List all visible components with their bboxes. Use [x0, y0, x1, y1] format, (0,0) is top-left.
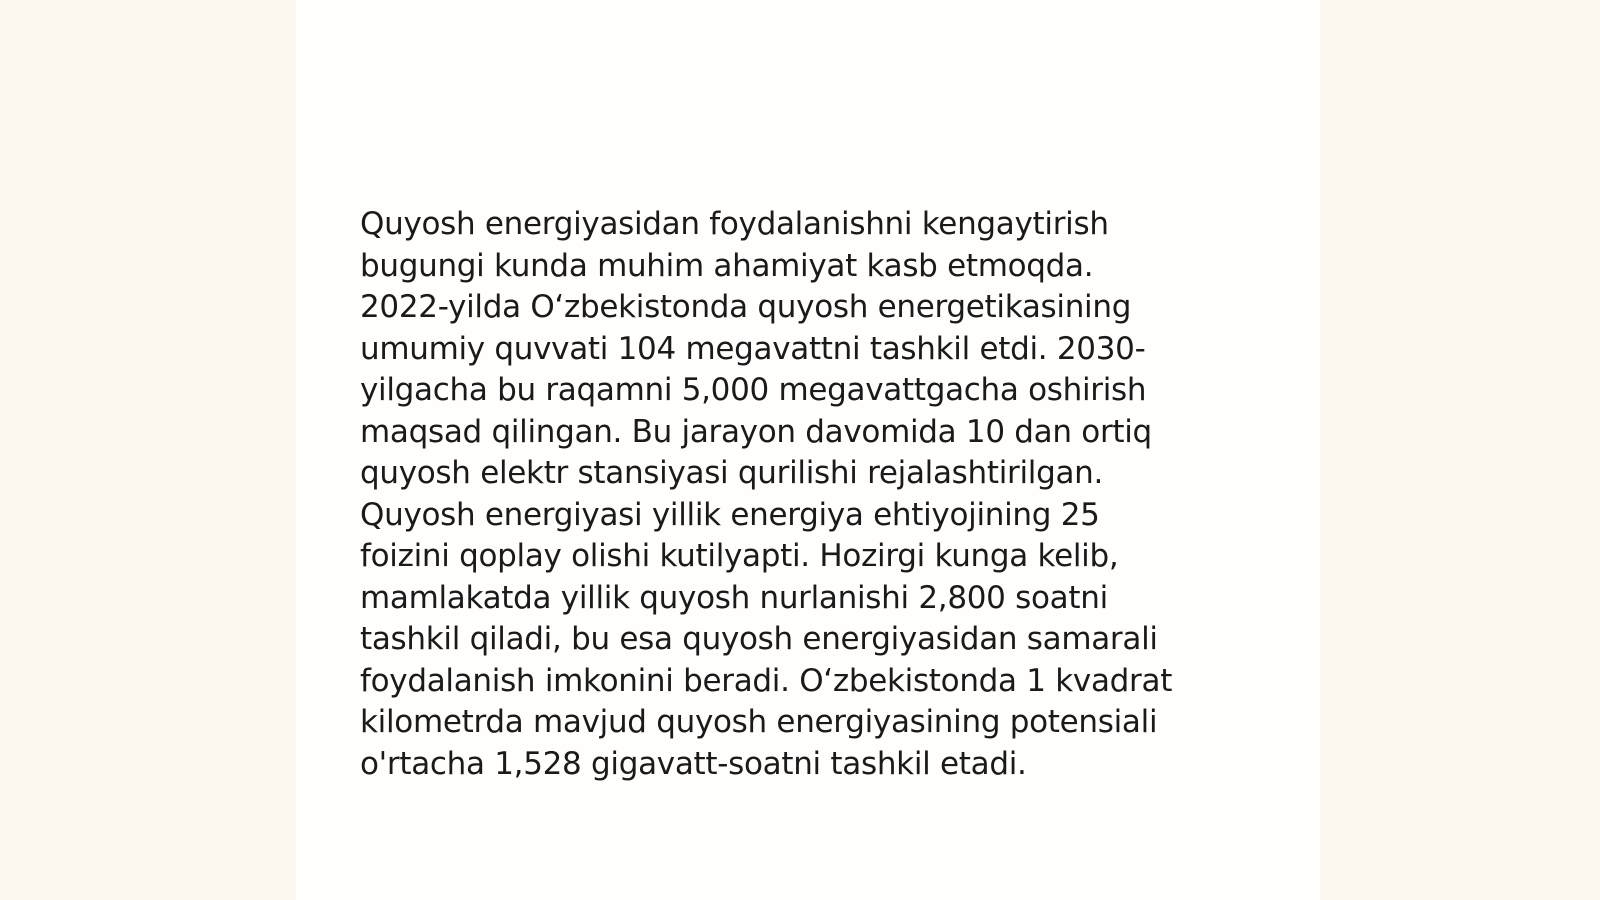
document-page [296, 0, 1320, 900]
body-paragraph: Quyosh energiyasidan foydalanishni kengaytirish bugungi kunda muhim ahamiyat kasb etmoqda. 2022-yilda O‘zbekistonda quyosh energetikasining umumiy quvvati 104 megavattni tashkil etdi. 2030- yilgacha bu raqamni 5,000 megavattgacha oshirish maqsad qilingan. Bu jarayon davomida 10 dan ortiq quyosh elektr stansiyasi qurilishi rejalashtirilgan. Quyosh energiyasi yillik energiya ehtiyojining 25 foizini qoplay olishi kutilyapti. Hozirgi kunga kelib, mamlakatda yillik quyosh nurlanishi 2,800 soatni tashkil qiladi, bu esa quyosh energiyasidan samarali foydalanish imkonini beradi. O‘zbekistonda 1 kvadrat kilometrda mavjud quyosh energiyasining potensiali o'rtacha 1,528 gigavatt-soatni tashkil etadi. [360, 206, 1173, 782]
